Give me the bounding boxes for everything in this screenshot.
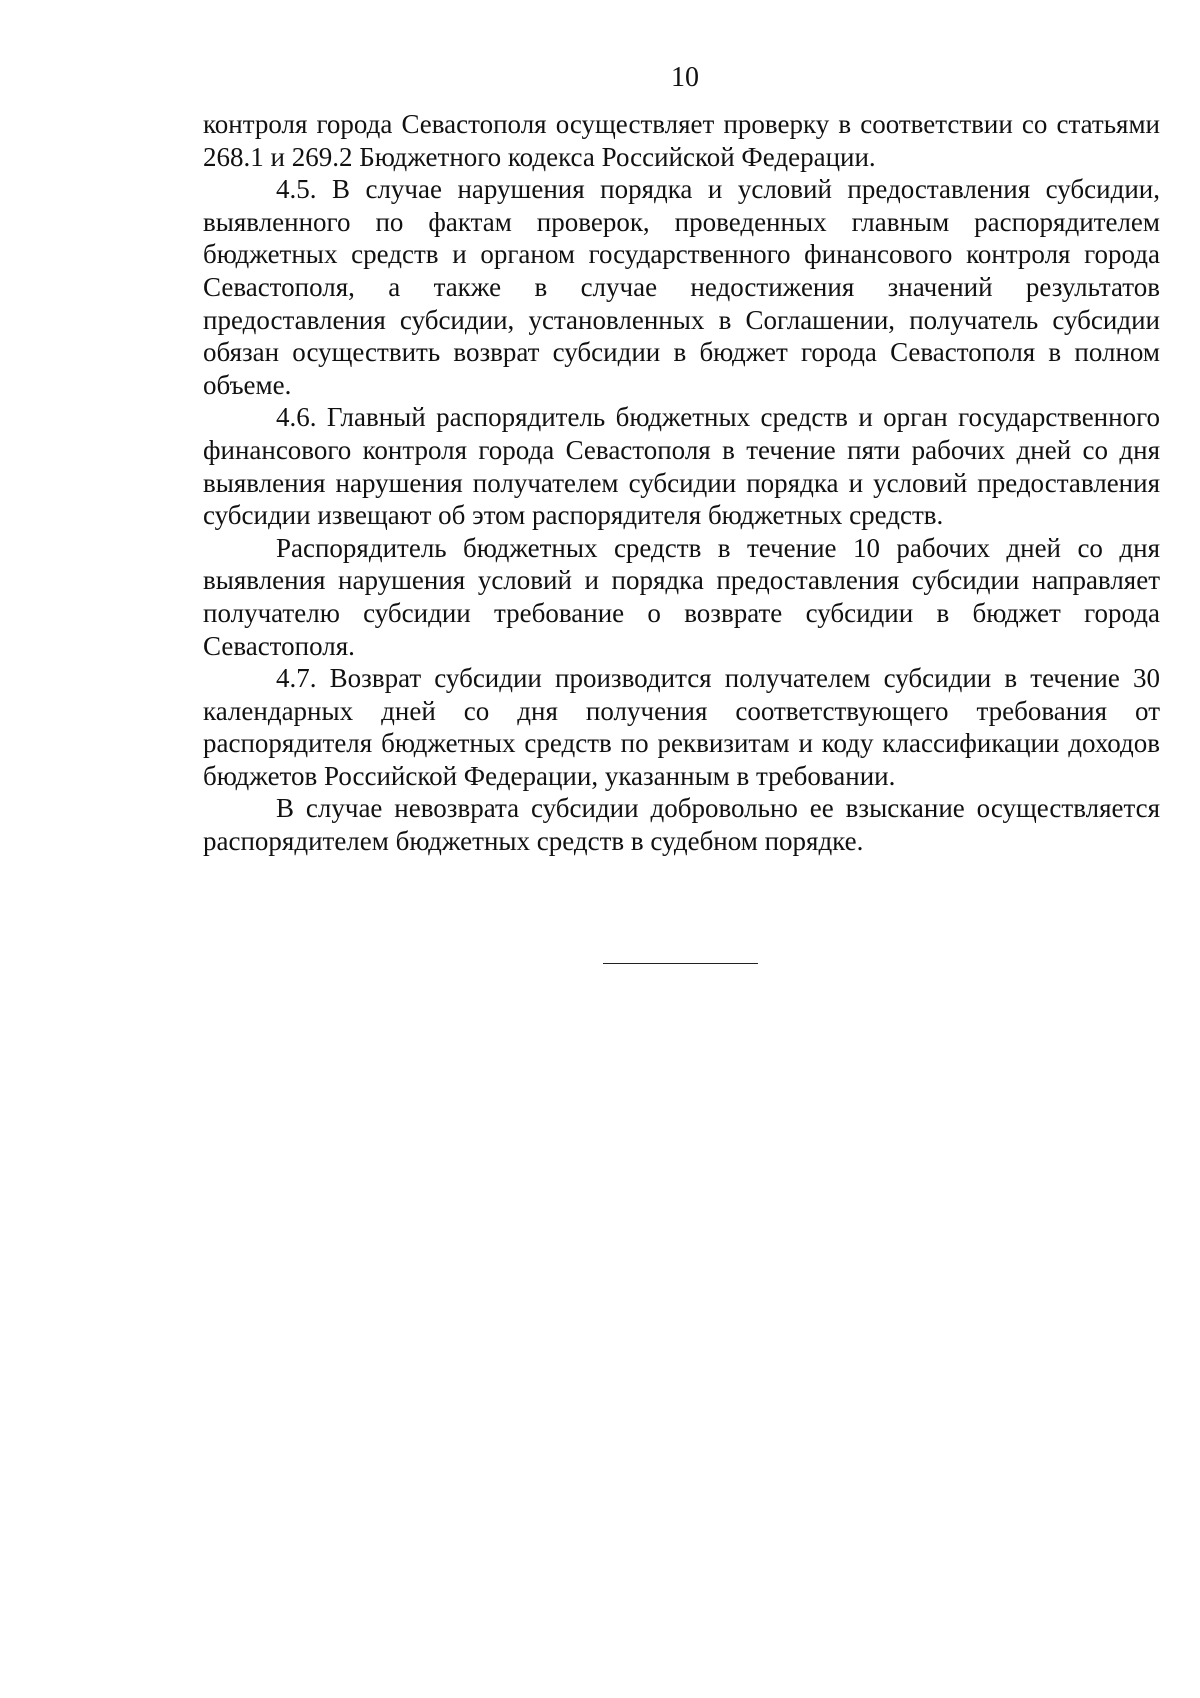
paragraph-4-5: 4.5. В случае нарушения порядка и условий предоставления субсидии, выявленного по фактам проверок, проведенных главным распорядителем бюджетных средств и органом государственного финансового контроля города Севастополя, а также в случае недостижения значений результатов предоставления субсидии, установленных в Соглашении, получатель субсидии обязан осуществить возврат субсидии в бюджет города Севастополя в полном объеме. bbox=[203, 174, 1160, 400]
paragraph-4-6-notice: Распорядитель бюджетных средств в течение 10 рабочих дней со дня выявления нарушения условий и порядка предоставления субсидии направляет получателю субсидии требование о возврате субсидии в бюджет города Севастополя. bbox=[203, 532, 1160, 661]
paragraph-continuation: контроля города Севастополя осуществляет проверку в соответствии со статьями 268.1 и 269.2 Бюджетного кодекса Российской Федерации. bbox=[203, 109, 1160, 172]
end-of-text-rule bbox=[603, 963, 758, 964]
paragraph-4-7-enforcement: В случае невозврата субсидии добровольно ее взыскание осуществляется распорядителем бюджетных средств в судебном порядке. bbox=[203, 793, 1160, 857]
paragraph-4-7: 4.7. Возврат субсидии производится получателем субсидии в течение 30 календарных дней со дня получения соответствующего требования от распорядителя бюджетных средств по реквизитам и коду классификации доходов бюджетов Российской Федерации, указанным в требовании. bbox=[203, 663, 1160, 791]
paragraph-4-6: 4.6. Главный распорядитель бюджетных средств и орган государственного финансового контроля города Севастополя в течение пяти рабочих дней со дня выявления нарушения получателем субсидии порядка и условий предоставления субсидии извещают об этом распорядителя бюджетных средств. bbox=[203, 402, 1160, 531]
page-number: 10 bbox=[671, 62, 699, 93]
document-body bbox=[203, 108, 1160, 858]
